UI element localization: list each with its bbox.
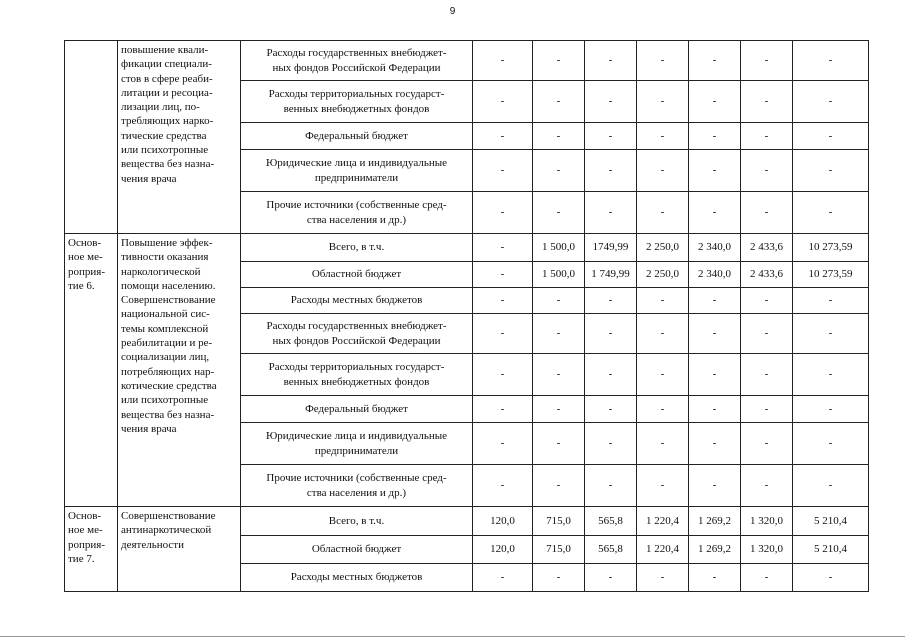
funding-source-cell xyxy=(241,150,473,192)
year-value-cell: - xyxy=(533,423,585,465)
year-value-cell: - xyxy=(637,288,689,314)
activity-cell xyxy=(65,41,118,234)
year-value-cell: - xyxy=(473,423,533,465)
funding-source-cell xyxy=(241,262,473,288)
funding-source-text: Федеральный бюджет xyxy=(305,129,408,142)
year-value-cell: 120,0 xyxy=(473,536,533,564)
year-value-cell: - xyxy=(585,314,637,354)
funding-table xyxy=(64,40,869,592)
total-value-cell: - xyxy=(793,41,869,81)
description-cell xyxy=(118,507,241,592)
total-value-cell: - xyxy=(793,314,869,354)
year-value-cell: - xyxy=(741,423,793,465)
year-value-cell: 1 500,0 xyxy=(533,234,585,262)
funding-source-cell xyxy=(241,396,473,423)
year-value-cell: - xyxy=(689,564,741,592)
year-value-cell: 1 749,99 xyxy=(585,262,637,288)
year-value-cell: - xyxy=(689,314,741,354)
year-value-cell: - xyxy=(473,81,533,123)
funding-source-cell xyxy=(241,536,473,564)
year-value-cell: - xyxy=(473,150,533,192)
year-value-cell: - xyxy=(637,41,689,81)
year-value-cell: 1 500,0 xyxy=(533,262,585,288)
page-number: 9 xyxy=(449,6,456,17)
funding-source-cell xyxy=(241,41,473,81)
description-cell xyxy=(118,234,241,507)
year-value-cell: 1 320,0 xyxy=(741,536,793,564)
funding-source-cell xyxy=(241,564,473,592)
year-value-cell: 565,8 xyxy=(585,536,637,564)
year-value-cell: - xyxy=(533,396,585,423)
year-value-cell: - xyxy=(741,288,793,314)
year-value-cell: - xyxy=(585,41,637,81)
funding-source-cell xyxy=(241,423,473,465)
year-value-cell: - xyxy=(637,123,689,150)
year-value-cell: - xyxy=(689,150,741,192)
year-value-cell: - xyxy=(473,465,533,507)
table-row xyxy=(65,41,869,81)
activity-cell xyxy=(65,234,118,507)
year-value-cell: - xyxy=(533,465,585,507)
funding-source-text: Федеральный бюджет xyxy=(305,402,408,415)
total-value-cell: - xyxy=(793,423,869,465)
total-value-cell: - xyxy=(793,192,869,234)
year-value-cell: - xyxy=(637,396,689,423)
year-value-cell: - xyxy=(741,465,793,507)
year-value-cell: - xyxy=(473,192,533,234)
year-value-cell: - xyxy=(473,288,533,314)
year-value-cell: - xyxy=(689,81,741,123)
year-value-cell: - xyxy=(741,150,793,192)
funding-source-cell xyxy=(241,288,473,314)
year-value-cell: - xyxy=(473,41,533,81)
activity-text: Основ- ное ме- роприя- тие 7. xyxy=(68,510,105,565)
table-row xyxy=(65,234,869,262)
year-value-cell: - xyxy=(637,354,689,396)
year-value-cell: - xyxy=(741,396,793,423)
description-cell xyxy=(118,41,241,234)
year-value-cell: - xyxy=(585,354,637,396)
year-value-cell: - xyxy=(689,288,741,314)
funding-source-cell xyxy=(241,81,473,123)
funding-source-text: Прочие источники (собственные сред- ства населения и др.) xyxy=(266,199,447,226)
year-value-cell: - xyxy=(689,423,741,465)
year-value-cell: - xyxy=(741,564,793,592)
activity-text: Основ- ное ме- роприя- тие 6. xyxy=(68,237,105,292)
funding-source-cell xyxy=(241,354,473,396)
year-value-cell: - xyxy=(533,288,585,314)
year-value-cell: - xyxy=(637,564,689,592)
year-value-cell: - xyxy=(533,354,585,396)
description-text: повышение квали- фикации специали- стов в сфере реаби- литации и ресоциа- лизации лиц, по- требляющих нарко- тические средства или психотропные вещества без назна- чения врача xyxy=(121,44,215,185)
funding-source-text: Расходы территориальных государст- венных внебюджетных фондов xyxy=(268,361,445,388)
total-value-cell: - xyxy=(793,465,869,507)
year-value-cell: - xyxy=(585,423,637,465)
year-value-cell: - xyxy=(585,396,637,423)
year-value-cell: 565,8 xyxy=(585,507,637,536)
funding-source-text: Прочие источники (собственные сред- ства населения и др.) xyxy=(266,472,447,499)
total-value-cell: - xyxy=(793,123,869,150)
year-value-cell: - xyxy=(473,564,533,592)
year-value-cell: - xyxy=(689,123,741,150)
year-value-cell: 1749,99 xyxy=(585,234,637,262)
funding-source-text: Расходы местных бюджетов xyxy=(290,294,423,307)
year-value-cell: - xyxy=(637,423,689,465)
year-value-cell: 120,0 xyxy=(473,507,533,536)
year-value-cell: 1 269,2 xyxy=(689,507,741,536)
year-value-cell: - xyxy=(637,150,689,192)
year-value-cell: - xyxy=(741,354,793,396)
year-value-cell: - xyxy=(741,41,793,81)
funding-source-text: Расходы территориальных государст- венных внебюджетных фондов xyxy=(268,88,445,115)
year-value-cell: 2 250,0 xyxy=(637,234,689,262)
year-value-cell: - xyxy=(533,41,585,81)
year-value-cell: - xyxy=(741,192,793,234)
total-value-cell: 5 210,4 xyxy=(793,507,869,536)
year-value-cell: - xyxy=(585,564,637,592)
year-value-cell: 2 433,6 xyxy=(741,234,793,262)
year-value-cell: 1 220,4 xyxy=(637,536,689,564)
funding-source-text: Всего, в т.ч. xyxy=(328,514,385,527)
activity-cell xyxy=(65,507,118,592)
funding-source-text: Расходы местных бюджетов xyxy=(290,571,423,584)
description-text: Совершенствование антинаркотической деятельности xyxy=(121,510,216,551)
year-value-cell: - xyxy=(585,192,637,234)
year-value-cell: 715,0 xyxy=(533,507,585,536)
funding-source-cell xyxy=(241,507,473,536)
year-value-cell: - xyxy=(473,396,533,423)
year-value-cell: - xyxy=(689,465,741,507)
year-value-cell: 2 433,6 xyxy=(741,262,793,288)
funding-source-text: Расходы государственных внебюджет- ных фондов Российской Федерации xyxy=(266,47,447,74)
year-value-cell: - xyxy=(533,314,585,354)
funding-source-text: Юридические лица и индивидуальные предприниматели xyxy=(265,430,448,457)
funding-source-cell xyxy=(241,192,473,234)
table-row xyxy=(65,507,869,536)
year-value-cell: 715,0 xyxy=(533,536,585,564)
year-value-cell: - xyxy=(473,314,533,354)
year-value-cell: - xyxy=(637,314,689,354)
funding-source-text: Областной бюджет xyxy=(311,268,402,281)
year-value-cell: 1 320,0 xyxy=(741,507,793,536)
year-value-cell: 2 250,0 xyxy=(637,262,689,288)
year-value-cell: - xyxy=(689,354,741,396)
year-value-cell: - xyxy=(473,123,533,150)
year-value-cell: - xyxy=(533,192,585,234)
funding-source-cell xyxy=(241,465,473,507)
total-value-cell: - xyxy=(793,564,869,592)
funding-source-cell xyxy=(241,234,473,262)
year-value-cell: - xyxy=(689,396,741,423)
total-value-cell: 10 273,59 xyxy=(793,234,869,262)
description-text: Повышение эффек- тивности оказания наркологической помощи населению. Совершенствование национальной сис- темы комплексной реабилитации и ре- социализации лиц, потребляющих нар- котические средства или психотропные вещества без назна- чения врача xyxy=(121,237,217,435)
year-value-cell: - xyxy=(585,288,637,314)
year-value-cell: - xyxy=(741,314,793,354)
year-value-cell: - xyxy=(585,465,637,507)
year-value-cell: - xyxy=(637,81,689,123)
year-value-cell: - xyxy=(689,192,741,234)
funding-source-text: Расходы государственных внебюджет- ных фондов Российской Федерации xyxy=(266,320,447,347)
funding-source-text: Юридические лица и индивидуальные предприниматели xyxy=(265,157,448,184)
year-value-cell: - xyxy=(585,81,637,123)
year-value-cell: 2 340,0 xyxy=(689,262,741,288)
funding-source-text: Областной бюджет xyxy=(311,543,402,556)
year-value-cell: - xyxy=(741,81,793,123)
year-value-cell: - xyxy=(689,41,741,81)
year-value-cell: - xyxy=(533,150,585,192)
funding-source-cell xyxy=(241,314,473,354)
page-bottom-edge xyxy=(0,636,905,637)
year-value-cell: - xyxy=(473,354,533,396)
total-value-cell: - xyxy=(793,354,869,396)
year-value-cell: 1 220,4 xyxy=(637,507,689,536)
year-value-cell: - xyxy=(637,465,689,507)
total-value-cell: 5 210,4 xyxy=(793,536,869,564)
year-value-cell: - xyxy=(533,123,585,150)
total-value-cell: - xyxy=(793,396,869,423)
year-value-cell: - xyxy=(585,150,637,192)
total-value-cell: 10 273,59 xyxy=(793,262,869,288)
year-value-cell: - xyxy=(473,262,533,288)
year-value-cell: - xyxy=(533,564,585,592)
total-value-cell: - xyxy=(793,150,869,192)
total-value-cell: - xyxy=(793,81,869,123)
year-value-cell: 1 269,2 xyxy=(689,536,741,564)
total-value-cell: - xyxy=(793,288,869,314)
funding-source-cell xyxy=(241,123,473,150)
year-value-cell: 2 340,0 xyxy=(689,234,741,262)
year-value-cell: - xyxy=(637,192,689,234)
year-value-cell: - xyxy=(585,123,637,150)
year-value-cell: - xyxy=(741,123,793,150)
year-value-cell: - xyxy=(473,234,533,262)
funding-source-text: Всего, в т.ч. xyxy=(328,241,385,254)
year-value-cell: - xyxy=(533,81,585,123)
